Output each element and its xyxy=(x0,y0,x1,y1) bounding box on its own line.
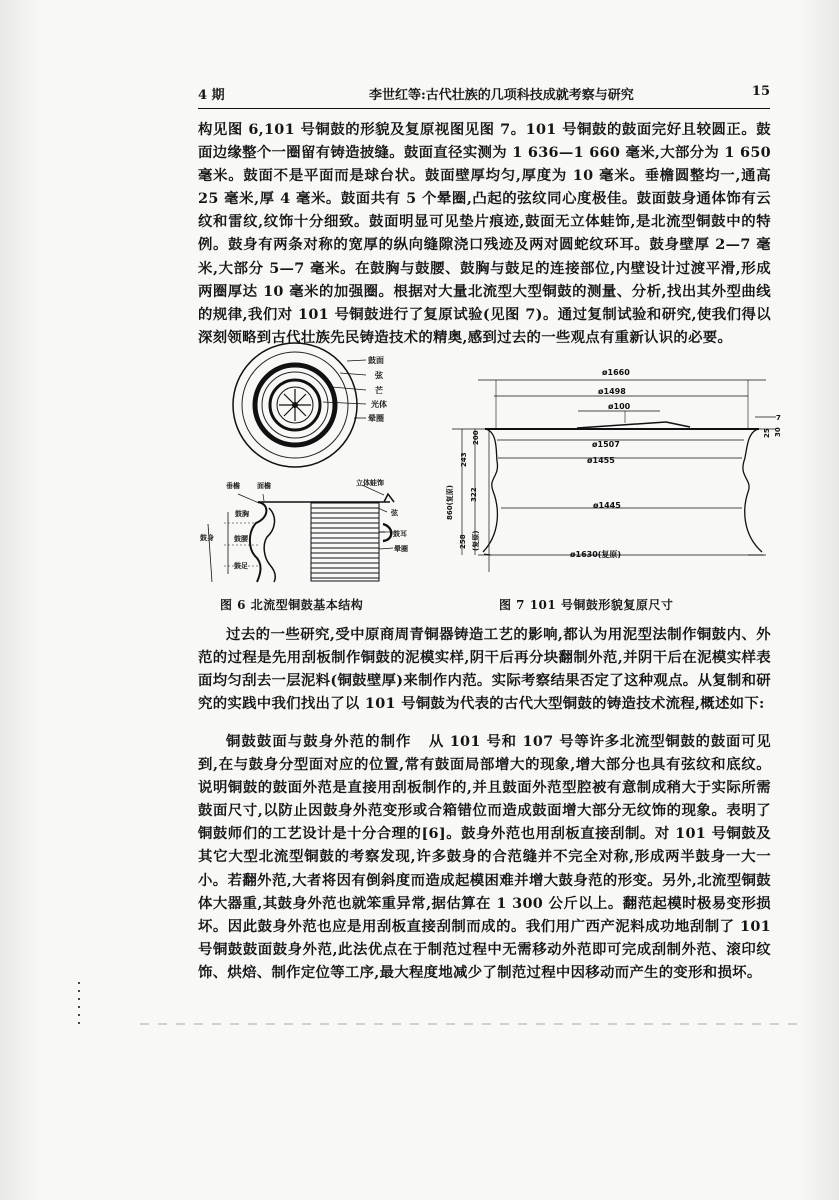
label-light-body: 光体 xyxy=(371,400,387,409)
scan-mark xyxy=(78,982,80,1027)
dim-overall-height: 860(复原) xyxy=(446,484,454,520)
scan-bottom-noise xyxy=(140,1023,800,1025)
dim-top-diameter: ø1660 xyxy=(602,368,630,377)
figure-7-caption: 图 7 101 号铜鼓形貌复原尺寸 xyxy=(499,598,674,612)
dim-center-diameter: ø100 xyxy=(608,402,631,411)
section-gap xyxy=(411,733,428,750)
body-paragraph-1: 构见图 6,101 号铜鼓的形貌及复原视图见图 7。101 号铜鼓的鼓面完好且较圆正。鼓面边缘整个一圈留有铸造披缝。鼓面直径实测为 1 636—1 660 毫米,大部分为 1 650 毫米。鼓面不是平面而是球台状。鼓面壁厚均匀,厚度为 10 毫米。垂檐圆整均一,通高 25 毫米,厚 4 毫米。鼓面共有 5 个晕圈,凸起的弦纹同心度极佳。鼓面鼓身通体饰有云纹和雷纹,纹饰十分细致。鼓面明显可见垫片痕迹,鼓面无立体蛙饰,是北流型铜鼓中的特例。鼓身有两条对称的宽厚的纵向缝隙浇口残迹及两对圆蛇纹环耳。鼓身壁厚 2—7 毫米,大部分 5—7 毫米。在鼓胸与鼓腰、鼓胸与鼓足的连接部位,内壁设计过渡平滑,形成两圈厚达 10 毫米的加强圈。根据对大量北流型大型铜鼓的测量、分析,找出其外型曲线的规律,我们对 101 号铜鼓进行了复原试验(见图 7)。通过复制试验和研究,使我们得以深刻领略到古代壮族先民铸造技术的精奥,感到过去的一些观点有重新认识的必要。 xyxy=(198,121,771,346)
dim-side-7: 7 xyxy=(776,414,781,422)
label-waist: 鼓腰 xyxy=(234,535,248,543)
label-body: 鼓身 xyxy=(200,534,214,542)
issue-label: 4 期 xyxy=(198,88,225,103)
dim-lower-diameter: ø1445 xyxy=(593,501,621,510)
label-sun-rays: 芒 xyxy=(375,386,383,395)
label-frog: 立体蛙饰 xyxy=(356,479,384,487)
dim-height-note: (复原) xyxy=(472,530,480,551)
label-foot: 鼓足 xyxy=(234,562,248,570)
dim-height-200: 200 xyxy=(472,430,480,445)
dim-waist-diameter: ø1455 xyxy=(587,456,615,465)
label-drum-ear: 鼓耳 xyxy=(393,530,407,538)
figure-7-drum-dimension-diagram xyxy=(430,365,785,587)
label-string: 弦 xyxy=(375,371,383,380)
label-string-side: 弦 xyxy=(391,509,398,517)
section-body-mold-making: 从 101 号和 107 号等许多北流型铜鼓的鼓面可见到,在与鼓身分型面对应的位置,常有鼓面局部增大的现象,增大部分也具有弦纹和底纹。说明铜鼓的鼓面外范是直接用刮板制作的,并且鼓面外范型腔被有意制成稍大于实际所需鼓面尺寸,以防止因鼓身外范变形或合箱错位而造成鼓面增大部分无纹饰的现象。表明了铜鼓师们的工艺设计是十分合理的[6]。鼓身外范也用刮板直接刮制。对 101 号铜鼓及其它大型北流型铜鼓的考察发现,许多鼓身的合范缝并不完全对称,形成两半鼓身一大一小。若翻外范,大者将因有倒斜度而造成起模困难并增大鼓身范的形变。另外,北流型铜鼓体大器重,其鼓身外范也就笨重异常,据估算在 1 300 公斤以上。翻范起模时极易变形损坏。因此鼓身外范也应是用刮板直接刮制而成的。我们用广西产泥料成功地刮制了 101 号铜鼓鼓面鼓身外范,此法优点在于制范过程中无需移动外范即可完成刮制外范、滚印纹饰、烘焙、制作定位等工序,最大程度地减少了制范过程中因移动而产生的变形和损坏。 xyxy=(198,733,771,981)
dim-height-243: 243 xyxy=(460,452,468,467)
dim-waist-top-diameter: ø1507 xyxy=(592,440,620,449)
page-number: 15 xyxy=(751,84,770,99)
dim-side-30: 30 xyxy=(774,427,782,437)
header-rule xyxy=(198,108,770,109)
label-face-eave: 面檐 xyxy=(257,482,271,490)
label-chest: 鼓胸 xyxy=(235,510,249,518)
label-halo-ring: 晕圈 xyxy=(368,414,384,423)
figure-6-caption: 图 6 北流型铜鼓基本结构 xyxy=(220,598,364,612)
dim-bottom-diameter: ø1630(复原) xyxy=(570,550,622,559)
page-header xyxy=(198,84,770,106)
running-title: 李世红等:古代壮族的几项科技成就考察与研究 xyxy=(369,88,634,103)
figure-6-drum-structure-diagram xyxy=(200,342,425,589)
label-drum-face: 鼓面 xyxy=(368,356,384,365)
dim-height-322: 322 xyxy=(470,487,478,502)
label-eave: 垂檐 xyxy=(226,482,240,490)
body-paragraph-2: 过去的一些研究,受中原商周青铜器铸造工艺的影响,都认为用泥型法制作铜鼓内、外范的过程是先用刮板制作铜鼓的泥模实样,阴干后再分块翻制外范,并阴干后在泥模实样表面均匀刮去一层泥料(铜鼓壁厚)来制作内范。实际考察结果否定了这种观点。从复制和研究的实践中我们找出了以 101 号铜鼓为代表的古代大型铜鼓的铸造技术流程,概述如下: xyxy=(198,626,771,713)
body-paragraph-3 xyxy=(198,730,771,984)
dim-height-258: 258 xyxy=(459,534,467,549)
dim-second-diameter: ø1498 xyxy=(598,387,626,396)
label-halo-side: 晕圈 xyxy=(394,545,408,553)
drum-top-view xyxy=(233,343,357,467)
section-heading-mold-making: 铜鼓鼓面与鼓身外范的制作 xyxy=(226,733,412,750)
dim-side-25: 25 xyxy=(763,428,771,438)
